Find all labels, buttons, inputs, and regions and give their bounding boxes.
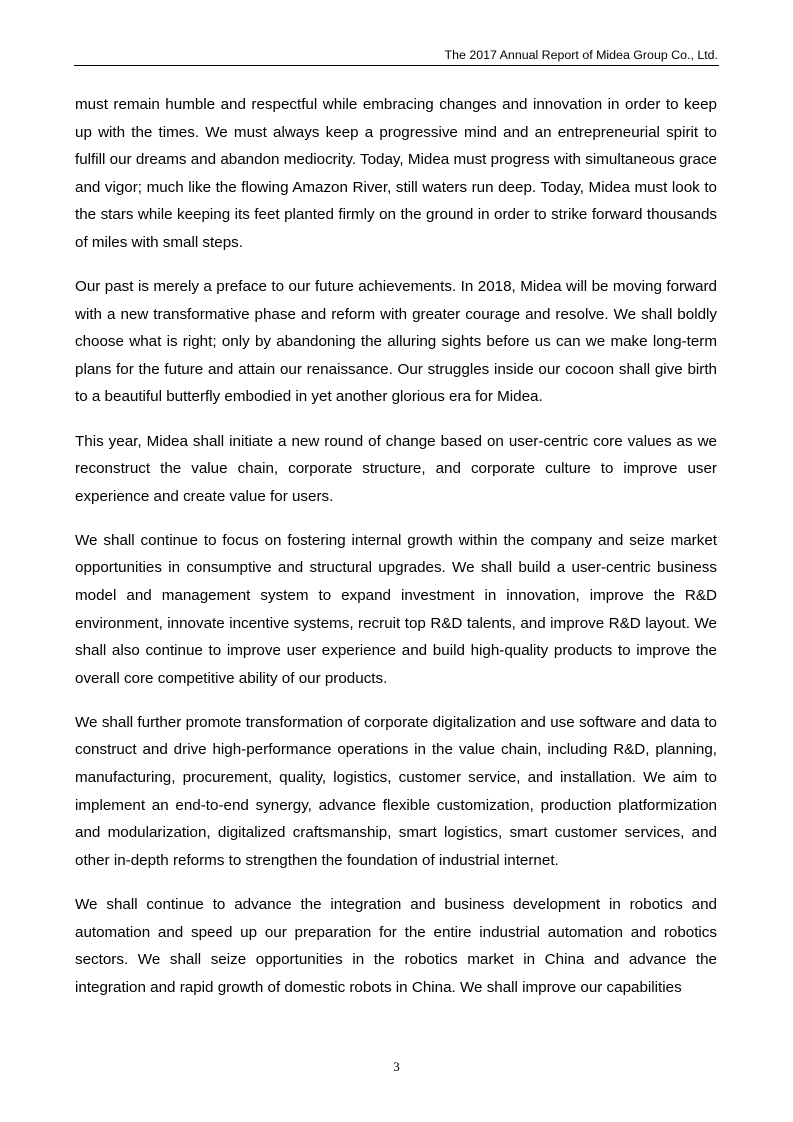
- page-number: 3: [393, 1059, 400, 1074]
- paragraph: Our past is merely a preface to our future achievements. In 2018, Midea will be moving forward with a new transformative phase and reform with greater courage and resolve. We shall boldly choose what is right; only by abandoning the alluring sights before us can we make long-term plans for the future and attain our renaissance. Our struggles inside our cocoon shall give birth to a beautiful butterfly embodied in yet another glorious era for Midea.: [75, 278, 717, 406]
- body-text: [75, 91, 717, 1018]
- paragraph: We shall continue to focus on fostering internal growth within the company and seize market opportunities in consumptive and structural upgrades. We shall build a user-centric business model and management system to expand investment in innovation, improve the R&D environment, innovate incentive systems, recruit top R&D talents, and improve R&D layout. We shall also continue to improve user experience and build high-quality products to improve the overall core competitive ability of our products.: [75, 531, 717, 687]
- paragraph: must remain humble and respectful while embracing changes and innovation in order to keep up with the times. We must always keep a progressive mind and an entrepreneurial spirit to fulfill our dreams and abandon mediocrity. Today, Midea must progress with simultaneous grace and vigor; much like the flowing Amazon River, still waters run deep. Today, Midea must look to the stars while keeping its feet planted firmly on the ground in order to strike forward thousands of miles with small steps.: [75, 96, 717, 251]
- paragraph: This year, Midea shall initiate a new round of change based on user-centric core values as we reconstruct the value chain, corporate structure, and corporate culture to improve user experience and create value for users.: [75, 432, 717, 505]
- header-rule: [74, 65, 719, 66]
- running-header: The 2017 Annual Report of Midea Group Co., Ltd.: [444, 48, 718, 62]
- paragraph: We shall further promote transformation of corporate digitalization and use software and data to construct and drive high-performance operations in the value chain, including R&D, planning, manufacturing, procurement, quality, logistics, customer service, and installation. We aim to implement an end-to-end synergy, advance flexible customization, production platformization and modularization, digitalized craftsmanship, smart logistics, smart customer services, and other in-depth reforms to strengthen the foundation of industrial internet.: [75, 713, 717, 869]
- paragraph: We shall continue to advance the integration and business development in robotics and automation and speed up our preparation for the entire industrial automation and robotics sectors. We shall seize opportunities in the robotics market in China and advance the integration and rapid growth of domestic robots in China. We shall improve our capabilities: [75, 895, 717, 996]
